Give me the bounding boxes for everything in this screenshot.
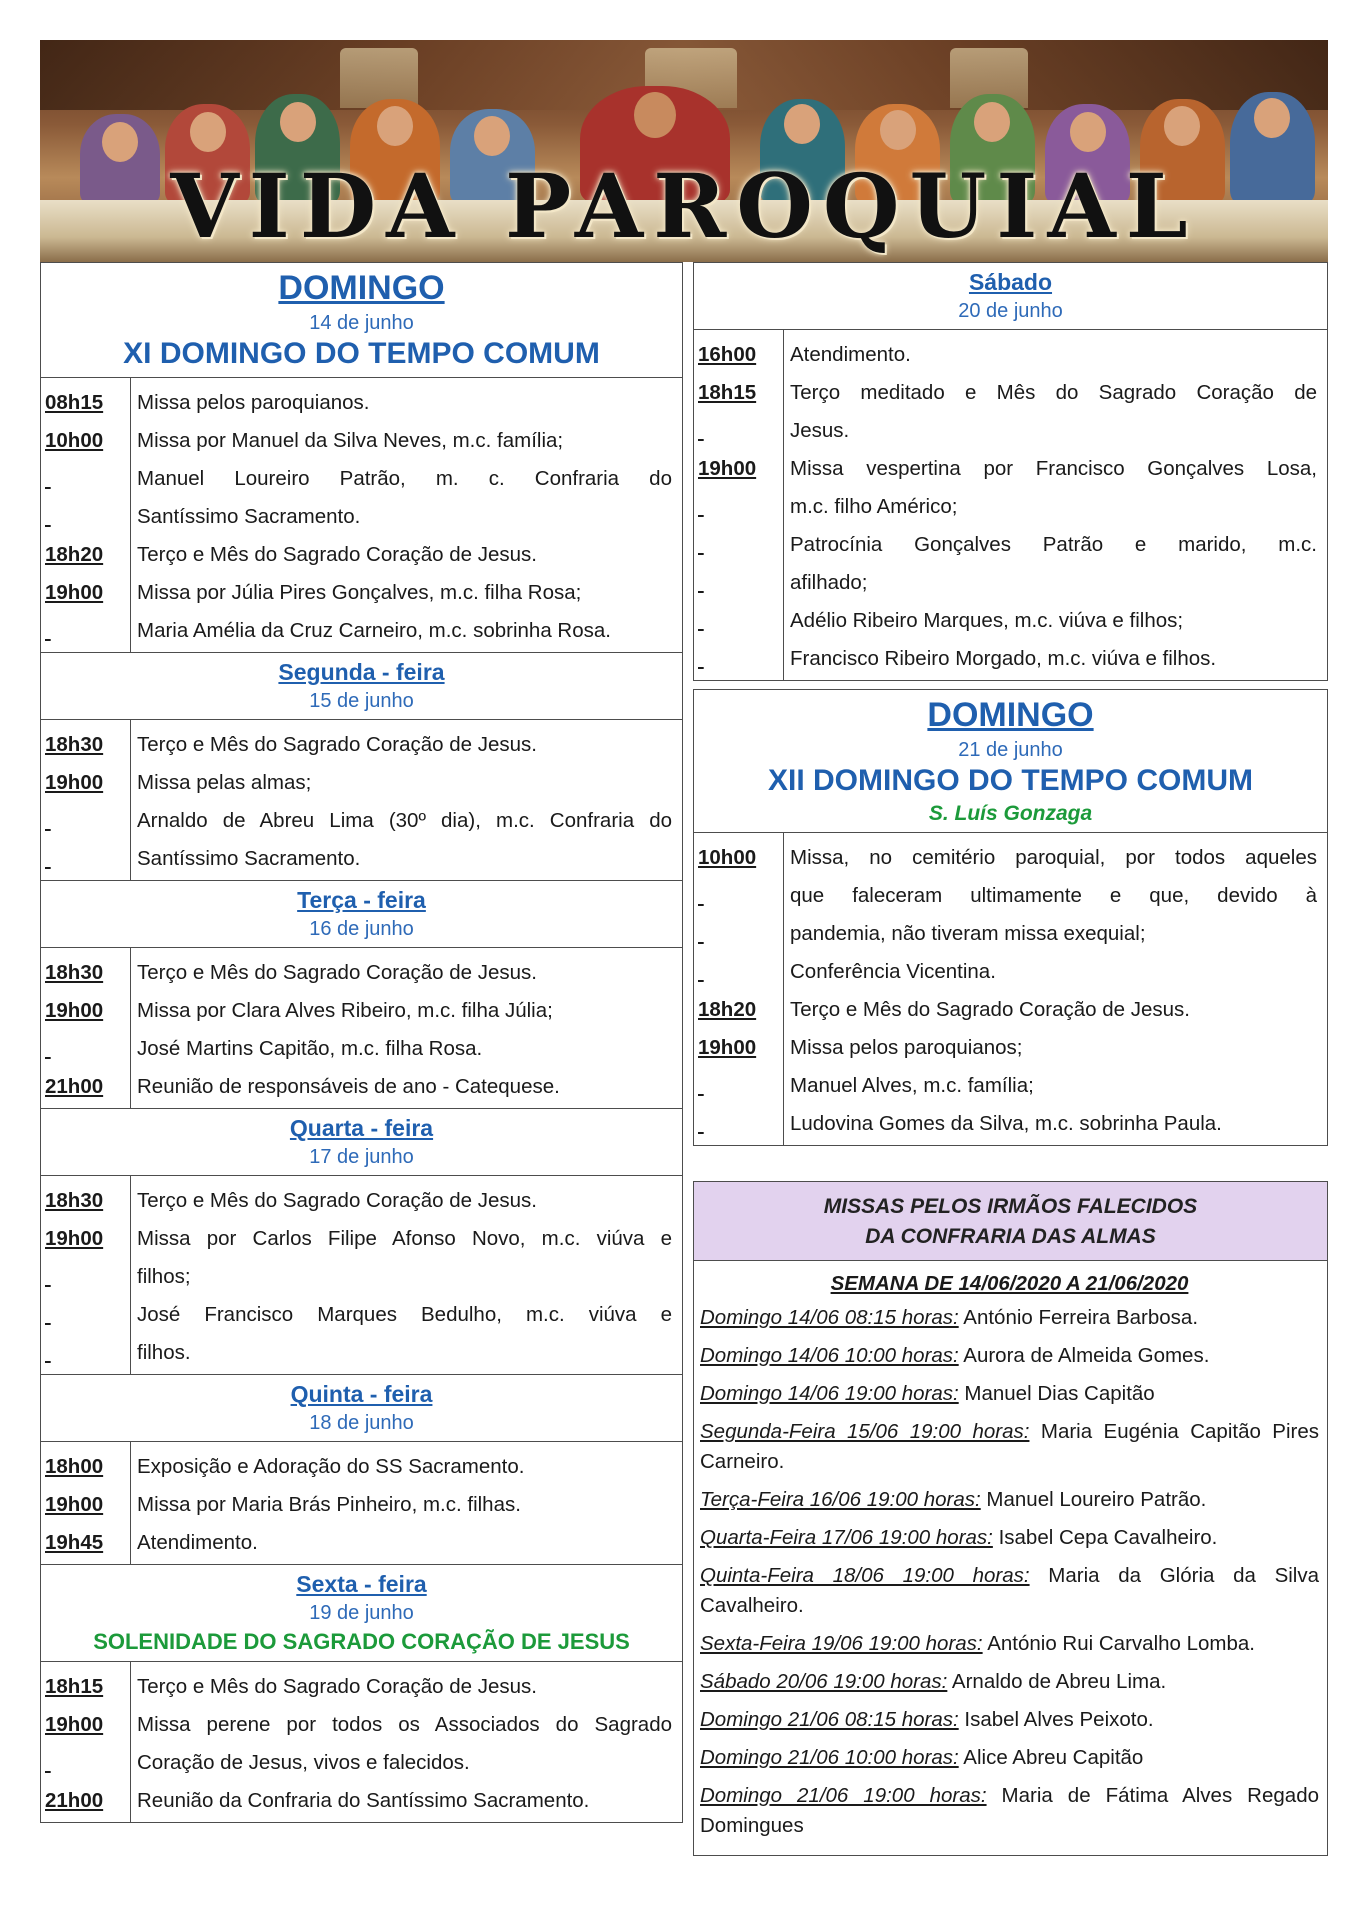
- mass-when: Sábado 20/06 19:00 horas:: [700, 1670, 948, 1693]
- day-section-saturday-20: [693, 262, 1328, 681]
- description-column: [131, 1176, 682, 1374]
- schedule-line: Terço e Mês do Sagrado Coração de Jesus.: [137, 1189, 537, 1212]
- mass-entry: [700, 1629, 1319, 1659]
- schedule-table: [694, 833, 1327, 1145]
- schedule-line: Reunião de responsáveis de ano - Catequese.: [137, 1075, 560, 1098]
- schedule-table: [41, 1176, 682, 1374]
- time-column: [41, 948, 131, 1108]
- schedule-line: José Francisco Marques Bedulho, m.c. viúva e: [137, 1303, 672, 1326]
- time-label: 18h20: [698, 998, 757, 1021]
- schedule-table: [41, 1662, 682, 1822]
- description-column: [131, 720, 682, 880]
- schedule-line: Missa por Júlia Pires Gonçalves, m.c. filha Rosa;: [137, 581, 582, 604]
- day-title: Sexta - feira: [296, 1571, 427, 1597]
- time-label: 18h30: [45, 961, 104, 984]
- saint-of-day: S. Luís Gonzaga: [928, 802, 1093, 825]
- confraria-masses-box: [693, 1181, 1328, 1856]
- time-label: 19h00: [698, 457, 757, 480]
- confraria-header: [694, 1182, 1327, 1261]
- mass-entry: [700, 1667, 1319, 1697]
- time-label: 21h00: [45, 1789, 104, 1812]
- schedule-line: Terço e Mês do Sagrado Coração de Jesus.: [137, 543, 537, 566]
- schedule-line: filhos;: [137, 1265, 191, 1288]
- banner-head: [880, 110, 916, 150]
- time-label: 19h00: [45, 771, 104, 794]
- mass-when: Domingo 21/06 10:00 horas:: [700, 1746, 959, 1769]
- time-label: 18h30: [45, 1189, 104, 1212]
- day-date: 21 de junho: [958, 739, 1063, 761]
- schedule-table: [694, 330, 1327, 680]
- day-section-monday-15: [40, 653, 683, 881]
- right-column: [693, 262, 1328, 1146]
- schedule-line: Patrocínia Gonçalves Patrão e marido, m.c.: [790, 533, 1317, 556]
- mass-entry: [700, 1341, 1319, 1371]
- confraria-title-line1: MISSAS PELOS IRMÃOS FALECIDOS: [823, 1195, 1198, 1218]
- schedule-line: Coração de Jesus, vivos e falecidos.: [137, 1751, 470, 1774]
- time-label: 18h15: [45, 1675, 104, 1698]
- banner-head: [1070, 112, 1106, 152]
- confraria-title-line2: DA CONFRARIA DAS ALMAS: [865, 1225, 1156, 1248]
- schedule-table: [41, 948, 682, 1108]
- day-header: [41, 1565, 682, 1662]
- banner-head: [634, 92, 676, 138]
- schedule-line: Jesus.: [790, 419, 850, 442]
- schedule-line: Missa por Maria Brás Pinheiro, m.c. filhas.: [137, 1493, 521, 1516]
- description-column: [784, 330, 1327, 680]
- mass-name: Alice Abreu Capitão: [963, 1746, 1144, 1769]
- day-header: [41, 653, 682, 720]
- description-column: [131, 948, 682, 1108]
- mass-when: Segunda-Feira 15/06 19:00 horas:: [700, 1420, 1030, 1443]
- mass-name: Maria Eugénia Capitão Pires Carneiro.: [700, 1420, 1319, 1473]
- description-column: [131, 378, 682, 652]
- time-label: 08h15: [45, 391, 104, 414]
- mass-name: António Rui Carvalho Lomba.: [987, 1632, 1255, 1655]
- mass-entry: [700, 1781, 1319, 1841]
- day-header: [41, 881, 682, 948]
- day-date: 18 de junho: [309, 1412, 414, 1434]
- banner-head: [474, 116, 510, 156]
- mass-entry: [700, 1379, 1319, 1409]
- schedule-line: José Martins Capitão, m.c. filha Rosa.: [137, 1037, 483, 1060]
- banner-head: [784, 104, 820, 144]
- day-title: DOMINGO: [927, 696, 1094, 734]
- schedule-line: Terço e Mês do Sagrado Coração de Jesus.: [137, 733, 537, 756]
- schedule-line: Atendimento.: [790, 343, 911, 366]
- schedule-line: Santíssimo Sacramento.: [137, 847, 361, 870]
- mass-name: Manuel Dias Capitão: [964, 1382, 1155, 1405]
- week-range: SEMANA DE 14/06/2020 A 21/06/2020: [830, 1272, 1189, 1295]
- schedule-line: Exposição e Adoração do SS Sacramento.: [137, 1455, 525, 1478]
- time-label: 18h15: [698, 381, 757, 404]
- schedule-line: Missa pelas almas;: [137, 771, 312, 794]
- schedule-line: filhos.: [137, 1341, 191, 1364]
- description-column: [131, 1442, 682, 1564]
- mass-when: Domingo 14/06 08:15 horas:: [700, 1306, 959, 1329]
- day-title: DOMINGO: [278, 269, 445, 307]
- day-title: Segunda - feira: [278, 659, 445, 685]
- day-section-wednesday-17: [40, 1109, 683, 1375]
- mass-when: Domingo 14/06 19:00 horas:: [700, 1382, 959, 1405]
- schedule-table: [41, 378, 682, 652]
- time-label: 19h00: [45, 1713, 104, 1736]
- mass-entry: [700, 1485, 1319, 1515]
- schedule-line: afilhado;: [790, 571, 868, 594]
- day-date: 20 de junho: [958, 300, 1063, 322]
- mass-entry: [700, 1743, 1319, 1773]
- day-section-thursday-18: [40, 1375, 683, 1565]
- time-column: [694, 833, 784, 1145]
- day-date: 14 de junho: [309, 312, 414, 334]
- schedule-line: Arnaldo de Abreu Lima (30º dia), m.c. Confraria do: [137, 809, 672, 832]
- time-label: 19h00: [698, 1036, 757, 1059]
- schedule-line: Maria Amélia da Cruz Carneiro, m.c. sobrinha Rosa.: [137, 619, 611, 642]
- schedule-line: Terço e Mês do Sagrado Coração de Jesus.: [137, 961, 537, 984]
- mass-name: António Ferreira Barbosa.: [963, 1306, 1199, 1329]
- time-column: [41, 1662, 131, 1822]
- time-column: [694, 330, 784, 680]
- mass-when: Domingo 21/06 19:00 horas:: [700, 1784, 987, 1807]
- schedule-line: Adélio Ribeiro Marques, m.c. viúva e filhos;: [790, 609, 1184, 632]
- schedule-line: Santíssimo Sacramento.: [137, 505, 361, 528]
- mass-entry: [700, 1705, 1319, 1735]
- schedule-line: Missa perene por todos os Associados do Sagrado: [137, 1713, 672, 1736]
- schedule-line: Missa pelos paroquianos;: [790, 1036, 1023, 1059]
- schedule-table: [41, 1442, 682, 1564]
- schedule-line: Ludovina Gomes da Silva, m.c. sobrinha Paula.: [790, 1112, 1222, 1135]
- time-label: 18h20: [45, 543, 104, 566]
- mass-entry: [700, 1561, 1319, 1621]
- day-section-tuesday-16: [40, 881, 683, 1109]
- mass-name: Arnaldo de Abreu Lima.: [951, 1670, 1167, 1693]
- time-label: 16h00: [698, 343, 757, 366]
- banner-head: [377, 106, 413, 146]
- mass-when: Sexta-Feira 19/06 19:00 horas:: [700, 1632, 983, 1655]
- time-label: 10h00: [45, 429, 104, 452]
- day-section-sunday-21: [693, 689, 1328, 1146]
- page-title: VIDA PAROQUIAL: [170, 154, 1198, 258]
- time-label: 18h00: [45, 1455, 104, 1478]
- mass-when: Domingo 21/06 08:15 horas:: [700, 1708, 959, 1731]
- mass-entry: [700, 1303, 1319, 1333]
- day-title: Terça - feira: [297, 887, 426, 913]
- mass-name: Maria da Glória da Silva Cavalheiro.: [700, 1564, 1320, 1617]
- feast-title: XII DOMINGO DO TEMPO COMUM: [768, 764, 1253, 797]
- time-column: [41, 1176, 131, 1374]
- mass-name: Aurora de Almeida Gomes.: [963, 1344, 1210, 1367]
- schedule-line: Missa, no cemitério paroquial, por todos aqueles: [790, 846, 1317, 869]
- mass-name: Maria de Fátima Alves Regado Domingues: [700, 1784, 1319, 1837]
- day-title: Quinta - feira: [290, 1381, 433, 1407]
- feast-title: XI DOMINGO DO TEMPO COMUM: [123, 337, 600, 370]
- day-header: [41, 263, 682, 378]
- schedule-line: Missa vespertina por Francisco Gonçalves Losa,: [790, 457, 1317, 480]
- schedule-line: Terço e Mês do Sagrado Coração de Jesus.: [790, 998, 1190, 1021]
- schedule-table: [41, 720, 682, 880]
- time-label: 19h00: [45, 581, 104, 604]
- day-header: [41, 1375, 682, 1442]
- time-label: 19h00: [45, 1227, 104, 1250]
- time-column: [41, 378, 131, 652]
- mass-when: Quinta-Feira 18/06 19:00 horas:: [700, 1564, 1030, 1587]
- mass-when: Quarta-Feira 17/06 19:00 horas:: [700, 1526, 993, 1549]
- schedule-line: Manuel Alves, m.c. família;: [790, 1074, 1034, 1097]
- day-date: 17 de junho: [309, 1146, 414, 1168]
- mass-entry: [700, 1523, 1319, 1553]
- time-label: 10h00: [698, 846, 757, 869]
- day-section-friday-19: [40, 1565, 683, 1823]
- day-title: Sábado: [968, 269, 1053, 295]
- mass-when: Terça-Feira 16/06 19:00 horas:: [700, 1488, 981, 1511]
- time-label: 19h00: [45, 1493, 104, 1516]
- feast-title: SOLENIDADE DO SAGRADO CORAÇÃO DE JESUS: [93, 1629, 630, 1654]
- day-header: [41, 1109, 682, 1176]
- schedule-line: Conferência Vicentina.: [790, 960, 996, 983]
- confraria-body: [694, 1261, 1327, 1855]
- schedule-line: Atendimento.: [137, 1531, 258, 1554]
- schedule-line: Missa por Manuel da Silva Neves, m.c. família;: [137, 429, 564, 452]
- schedule-line: Reunião da Confraria do Santíssimo Sacramento.: [137, 1789, 590, 1812]
- schedule-line: Francisco Ribeiro Morgado, m.c. viúva e filhos.: [790, 647, 1217, 670]
- mass-name: Manuel Loureiro Patrão.: [986, 1488, 1207, 1511]
- time-label: 21h00: [45, 1075, 104, 1098]
- day-section-sunday-14: [40, 262, 683, 653]
- day-title: Quarta - feira: [289, 1115, 434, 1141]
- schedule-line: que faleceram ultimamente e que, devido à: [790, 884, 1317, 907]
- schedule-line: Missa pelos paroquianos.: [137, 391, 370, 414]
- left-column: [40, 262, 683, 1823]
- banner-head: [280, 102, 316, 142]
- day-date: 16 de junho: [309, 918, 414, 940]
- day-header: [694, 690, 1327, 833]
- schedule-line: Missa por Carlos Filipe Afonso Novo, m.c. viúva e: [137, 1227, 672, 1250]
- day-date: 15 de junho: [309, 690, 414, 712]
- description-column: [784, 833, 1327, 1145]
- description-column: [131, 1662, 682, 1822]
- mass-entry: [700, 1417, 1319, 1477]
- day-header: [694, 263, 1327, 330]
- time-label: 18h30: [45, 733, 104, 756]
- time-label: 19h45: [45, 1531, 104, 1554]
- banner-last-supper-image: [40, 40, 1328, 262]
- mass-name: Isabel Cepa Cavalheiro.: [998, 1526, 1218, 1549]
- mass-when: Domingo 14/06 10:00 horas:: [700, 1344, 959, 1367]
- schedule-line: Terço e Mês do Sagrado Coração de Jesus.: [137, 1675, 537, 1698]
- schedule-line: Missa por Clara Alves Ribeiro, m.c. filha Júlia;: [137, 999, 553, 1022]
- schedule-line: m.c. filho Américo;: [790, 495, 958, 518]
- banner-head: [974, 102, 1010, 142]
- time-label: 19h00: [45, 999, 104, 1022]
- time-column: [41, 720, 131, 880]
- time-column: [41, 1442, 131, 1564]
- schedule-line: Terço meditado e Mês do Sagrado Coração de: [790, 381, 1317, 404]
- mass-name: Isabel Alves Peixoto.: [964, 1708, 1154, 1731]
- banner-head: [1254, 98, 1290, 138]
- schedule-line: pandemia, não tiveram missa exequial;: [790, 922, 1146, 945]
- schedule-line: Manuel Loureiro Patrão, m. c. Confraria do: [137, 467, 672, 490]
- banner-head: [190, 112, 226, 152]
- day-date: 19 de junho: [309, 1602, 414, 1624]
- banner-head: [1164, 106, 1200, 146]
